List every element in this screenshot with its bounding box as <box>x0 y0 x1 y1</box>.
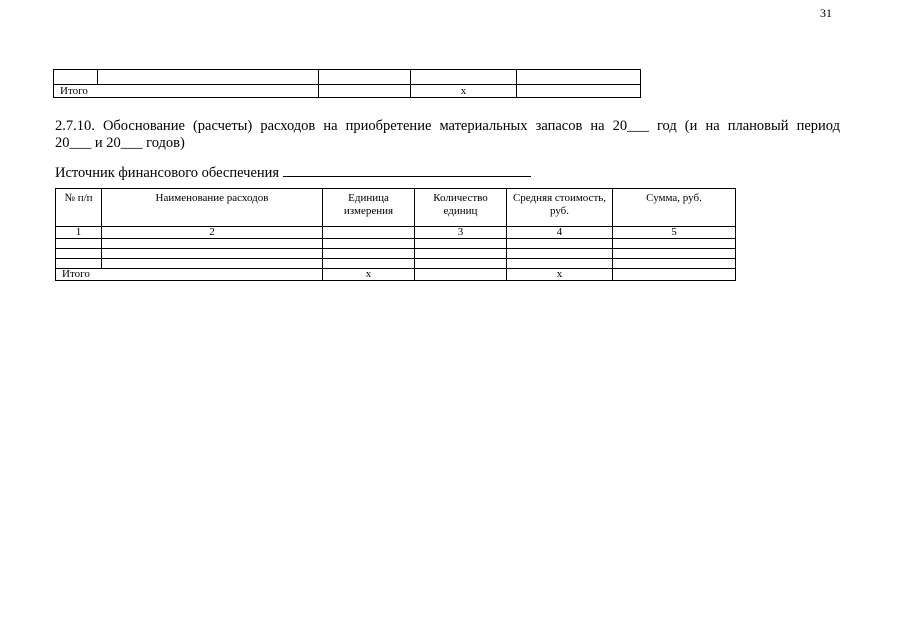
table-row <box>56 259 736 269</box>
header-cell: Единица измерения <box>323 189 415 227</box>
total-row <box>56 269 736 281</box>
header-cell: Средняя стоимость, руб. <box>507 189 613 227</box>
total-cell: x <box>323 269 415 281</box>
column-number: 1 <box>56 227 102 239</box>
column-number <box>323 227 415 239</box>
column-number-row <box>56 227 736 239</box>
heading-line-1: 2.7.10. Обоснование (расчеты) расходов на приобретение материальных запасов на 20___ год (и на плановый период <box>55 118 840 134</box>
total-cell <box>415 269 507 281</box>
header-cell: Сумма, руб. <box>613 189 736 227</box>
column-number: 5 <box>613 227 736 239</box>
section-heading <box>55 118 840 152</box>
expenses-table <box>55 188 736 281</box>
funding-source-line <box>55 164 531 182</box>
column-number: 3 <box>415 227 507 239</box>
previous-table-fragment <box>53 69 640 98</box>
funding-source-label: Источник финансового обеспечения <box>55 165 280 181</box>
header-cell: Наименование расходов <box>102 189 323 227</box>
column-number: 2 <box>102 227 323 239</box>
table-row <box>54 70 641 85</box>
page-number: 31 <box>820 6 832 20</box>
total-cell <box>319 85 411 98</box>
funding-source-blank[interactable] <box>283 164 531 177</box>
total-cell: x <box>507 269 613 281</box>
total-cell: x <box>411 85 517 98</box>
table-row <box>56 249 736 259</box>
total-cell <box>613 269 736 281</box>
heading-line-2: 20___ и 20___ годов) <box>55 135 185 151</box>
table-row <box>56 239 736 249</box>
total-label: Итого <box>56 269 323 281</box>
total-label: Итого <box>54 85 319 98</box>
header-row <box>56 189 736 227</box>
header-cell: Количество единиц <box>415 189 507 227</box>
total-row <box>54 85 641 98</box>
column-number: 4 <box>507 227 613 239</box>
total-cell <box>517 85 641 98</box>
header-cell: № п/п <box>56 189 102 227</box>
